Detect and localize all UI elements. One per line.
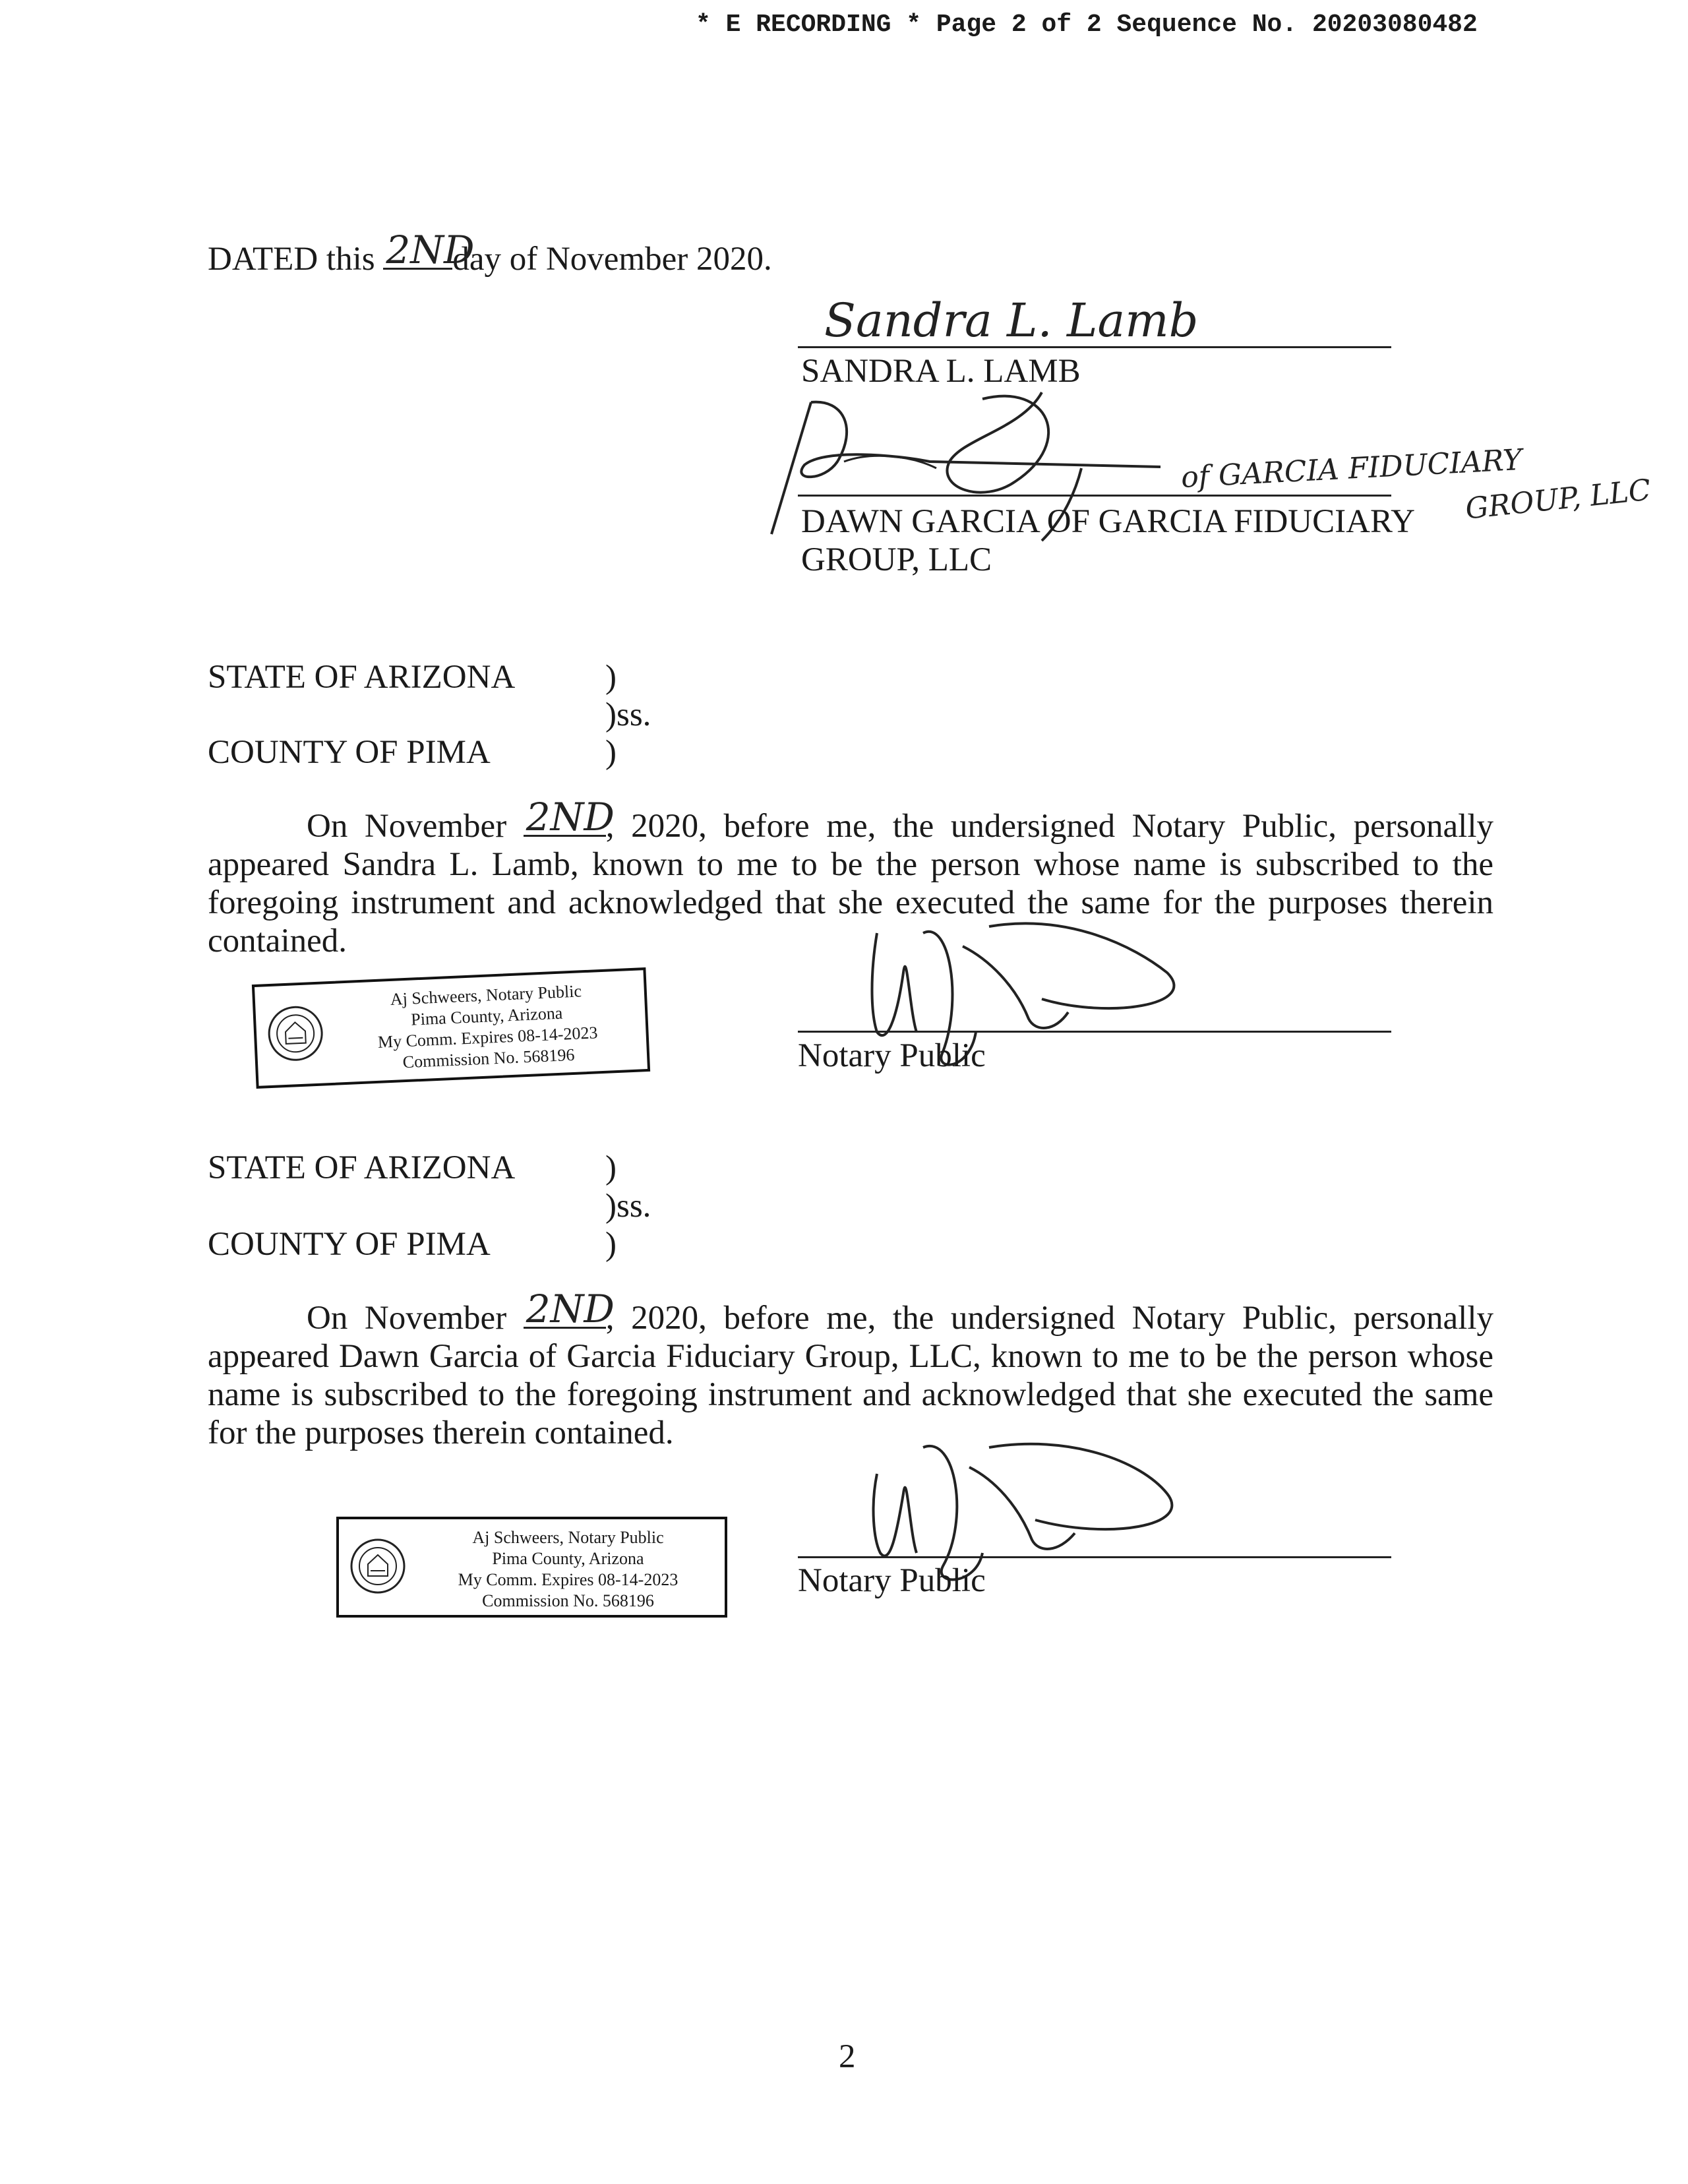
stamp1-line1: Aj Schweers, Notary Public — [390, 981, 582, 1009]
signer2-handwritten-1: of GARCIA FIDUCIARY — [1180, 442, 1523, 495]
svg-text:Sandra L. Lamb: Sandra L. Lamb — [824, 293, 1199, 348]
notary-stamp-2 — [336, 1517, 727, 1618]
venue1-paren-top: ) — [605, 659, 617, 696]
notary1-signature-line — [798, 1031, 1391, 1033]
notary-seal-icon — [349, 1538, 406, 1594]
ack2-after-blank: , 2020, before me, the undersigned Notary Public, personally appeared Dawn Garcia of Garcia Fiduciary Group, LLC, known to me to be the person whose name is subscribed to the foregoing instrument and acknowledged that she executed the same for the purposes therein contained. — [208, 1300, 1494, 1451]
notary2-label: Notary Public — [798, 1562, 986, 1599]
ack1-day-handwritten: 2ND — [526, 795, 615, 839]
stamp1-line3: My Comm. Expires 08-14-2023 — [377, 1023, 598, 1052]
signer2-signature-line — [798, 495, 1391, 497]
stamp2-line4: Commission No. 568196 — [482, 1591, 654, 1610]
venue2-ss: )ss. — [605, 1188, 651, 1225]
dated-prefix: DATED this — [208, 241, 375, 278]
signer1-signature-image — [824, 295, 1299, 348]
venue2-paren-top: ) — [605, 1149, 617, 1186]
stamp2-line2: Pima County, Arizona — [492, 1549, 644, 1568]
stamp2-line3: My Comm. Expires 08-14-2023 — [458, 1570, 678, 1589]
stamp1-line4: Commission No. 568196 — [402, 1045, 575, 1072]
venue1-paren-bottom: ) — [605, 734, 617, 771]
page-number: 2 — [839, 2038, 856, 2075]
stamp1-line2: Pima County, Arizona — [410, 1003, 563, 1029]
signer1-signature — [824, 295, 1299, 348]
venue2-county: COUNTY OF PIMA — [208, 1226, 491, 1263]
notary1-label: Notary Public — [798, 1037, 986, 1074]
ack2-day-blank — [524, 1287, 615, 1331]
venue2-paren-bottom: ) — [605, 1226, 617, 1263]
notary2-signature-line — [798, 1556, 1391, 1558]
ack2-day-handwritten: 2ND — [526, 1287, 615, 1331]
ack2-paragraph — [208, 1287, 1494, 1452]
recording-header: * E RECORDING * Page 2 of 2 Sequence No. 20203080482 — [696, 11, 1478, 39]
ack1-paragraph — [208, 795, 1494, 960]
dated-suffix: day of November 2020. — [452, 241, 772, 278]
venue1-county: COUNTY OF PIMA — [208, 734, 491, 771]
notary-stamp-1 — [252, 967, 650, 1089]
ack1-before-blank: On November — [307, 808, 507, 845]
signer2-name-line1: DAWN GARCIA OF GARCIA FIDUCIARY — [801, 503, 1415, 540]
venue2-state: STATE OF ARIZONA — [208, 1149, 516, 1186]
stamp2-line1: Aj Schweers, Notary Public — [472, 1528, 664, 1547]
dated-day-blank — [383, 228, 475, 272]
signer2-handwritten-2: GROUP, LLC — [1463, 473, 1652, 526]
signer1-name: SANDRA L. LAMB — [801, 353, 1081, 390]
notary-seal-icon — [266, 1004, 325, 1063]
venue1-state: STATE OF ARIZONA — [208, 659, 516, 696]
dated-line — [208, 228, 772, 279]
ack1-day-blank — [524, 795, 615, 839]
ack2-before-blank: On November — [307, 1300, 507, 1337]
dated-day-handwritten: 2ND — [386, 228, 475, 272]
ack1-after-blank: , 2020, before me, the undersigned Notary Public, personally appeared Sandra L. Lamb, known to me to be the person whose name is subscribed to the foregoing instrument and acknowledged that she executed the same for the purposes therein contained. — [208, 808, 1494, 959]
venue1-ss: )ss. — [605, 696, 651, 733]
signer2-name-line2: GROUP, LLC — [801, 541, 992, 578]
